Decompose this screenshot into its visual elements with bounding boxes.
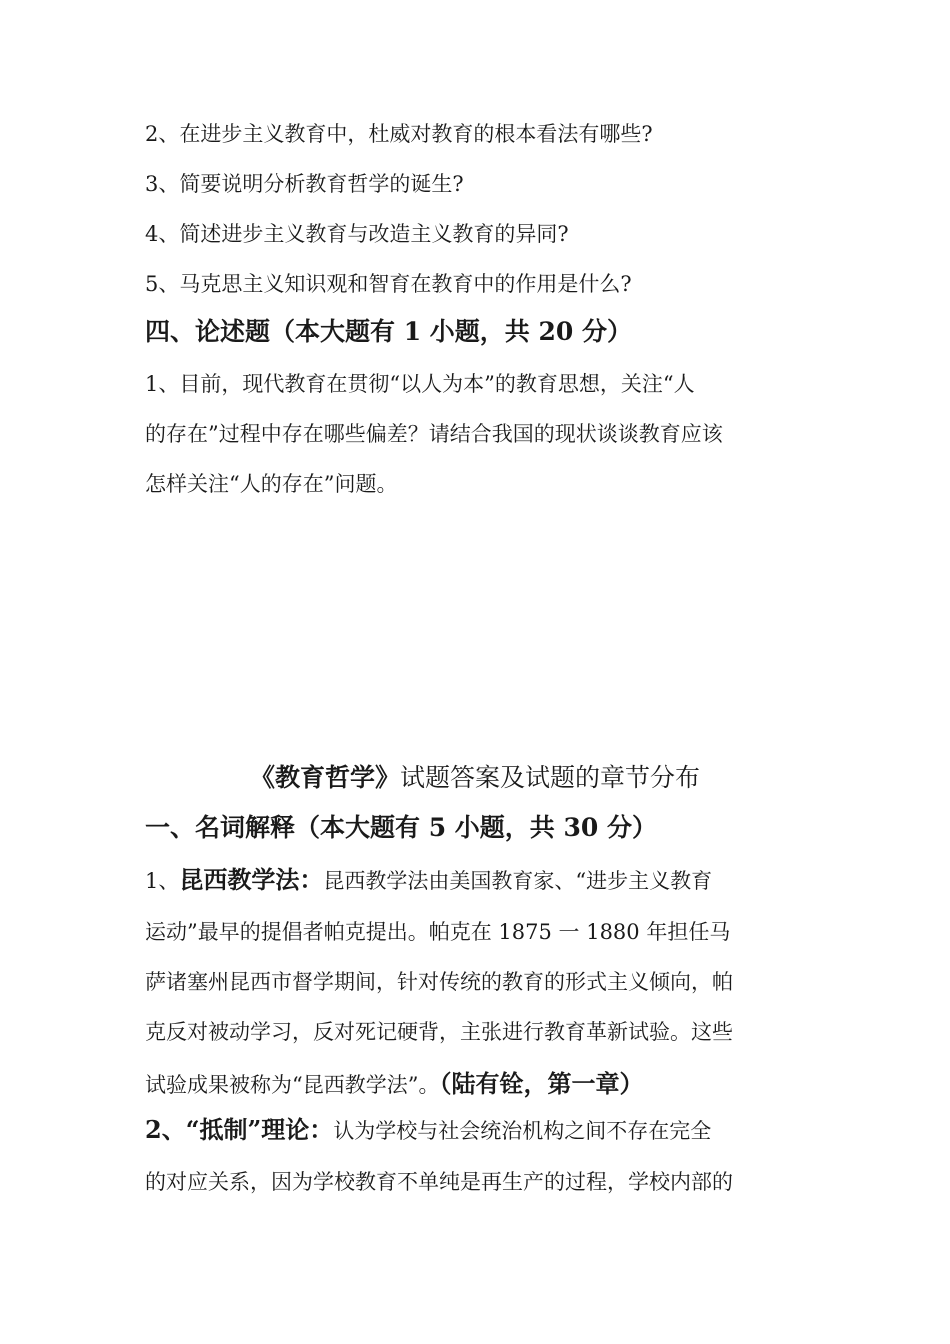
answer-1-source: （陆有铨，第一章） (439, 1069, 644, 1098)
answer-1-line-3: 萨诸塞州昆西市督学期间，针对传统的教育的形式主义倾向，帕 (145, 970, 733, 994)
answers-title (0, 758, 950, 794)
answer-2-line-2: 的对应关系，因为学校教育不单纯是再生产的过程，学校内部的 (145, 1170, 733, 1194)
answer-1-line-2: 运动”最早的提倡者帕克提出。帕克在 1875 一 1880 年担任马 (145, 920, 731, 944)
question-4: 4、简述进步主义教育与改造主义教育的异同? (145, 222, 569, 246)
answer-1-text-1: 昆西教学法由美国教育家、“进步主义教育 (323, 869, 713, 893)
answer-2-term: 2、“抵制”理论： (145, 1115, 334, 1144)
question-3: 3、简要说明分析教育哲学的诞生? (145, 172, 464, 196)
answer-1-term: 昆西教学法： (179, 865, 324, 894)
answer-2-line-1 (145, 1110, 711, 1145)
answers-title-book: 《教育哲学》 (249, 763, 400, 792)
answers-title-rest: 试题答案及试题的章节分布 (400, 763, 701, 792)
answer-2-text-1: 认为学校与社会统治机构之间不存在完全 (333, 1119, 712, 1143)
answer-1-line-4: 克反对被动学习，反对死记硬背，主张进行教育革新试验。这些 (145, 1020, 733, 1044)
essay-question-line-1: 1、目前，现代教育在贯彻“以人为本”的教育思想，关注“人 (145, 372, 695, 396)
answer-1-line-5 (145, 1064, 643, 1099)
answer-1-line-1 (145, 860, 712, 895)
essay-question-line-2: 的存在”过程中存在哪些偏差？请结合我国的现状谈谈教育应该 (145, 422, 723, 446)
answer-1-text-5: 试验成果被称为“昆西教学法”。 (145, 1073, 440, 1097)
section-4-heading: 四、论述题（本大题有 1 小题，共 20 分） (145, 317, 633, 346)
section-1-heading: 一、名词解释（本大题有 5 小题，共 30 分） (145, 813, 658, 842)
answer-1-number: 1、 (145, 869, 180, 893)
question-5: 5、马克思主义知识观和智育在教育中的作用是什么? (145, 272, 632, 296)
essay-question-line-3: 怎样关注“人的存在”问题。 (145, 472, 398, 496)
question-2: 2、在进步主义教育中，杜威对教育的根本看法有哪些? (145, 122, 653, 146)
